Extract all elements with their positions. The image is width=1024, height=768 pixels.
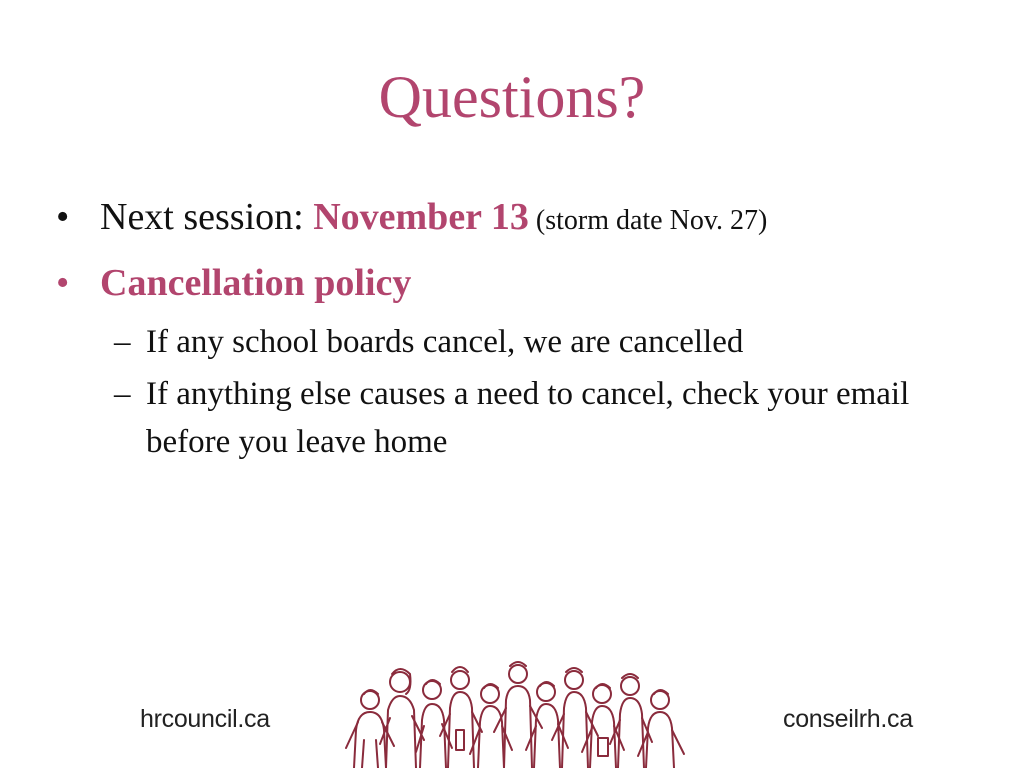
slide-title: Questions? bbox=[378, 64, 646, 130]
dash-icon: – bbox=[114, 324, 131, 360]
bullet-icon: • bbox=[56, 196, 70, 238]
subitem-text: If anything else causes a need to cancel, check your email before you leave home bbox=[146, 376, 910, 460]
storm-date-note: (storm date Nov. 27) bbox=[528, 205, 768, 236]
cancellation-policy-heading: Cancellation policy bbox=[100, 262, 412, 304]
footer-url-french[interactable]: conseilrh.ca bbox=[783, 705, 913, 733]
people-group-sketch-icon bbox=[340, 660, 690, 768]
subitem-check-email bbox=[56, 370, 976, 466]
next-session-label: Next session: bbox=[100, 196, 314, 238]
bullet-next-session bbox=[56, 186, 976, 252]
bullet-icon: • bbox=[56, 262, 70, 304]
subitem-text: If any school boards cancel, we are cancelled bbox=[146, 324, 744, 360]
dash-icon: – bbox=[114, 376, 131, 412]
bullet-cancellation-policy bbox=[56, 252, 976, 314]
next-session-date: November 13 bbox=[313, 196, 529, 238]
subitem-school-boards bbox=[56, 318, 976, 366]
footer-url-english[interactable]: hrcouncil.ca bbox=[140, 705, 270, 733]
bullet-list bbox=[56, 186, 976, 466]
